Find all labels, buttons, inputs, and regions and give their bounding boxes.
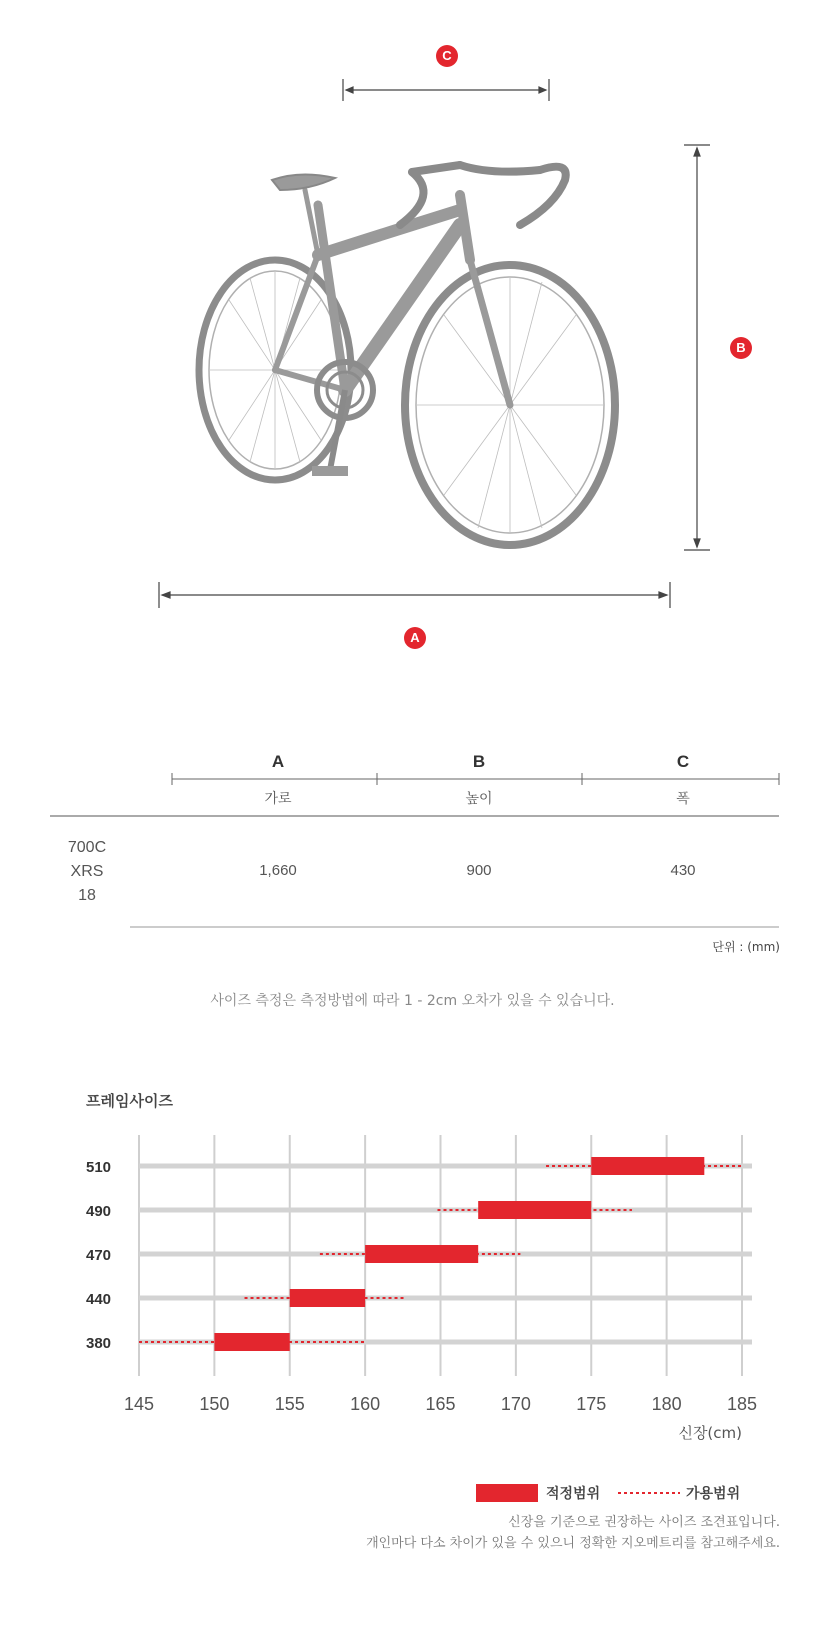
x-tick-label: 175: [576, 1394, 607, 1414]
x-tick-label: 150: [199, 1394, 230, 1414]
bicycle-illustration: [199, 165, 615, 545]
y-category-label: 380: [86, 1335, 112, 1352]
legend-optimal-label: 적정범위: [546, 1486, 601, 1502]
unit-note: 단위 : (mm): [712, 940, 780, 954]
x-tick-label: 160: [350, 1394, 381, 1414]
y-category-label: 510: [86, 1159, 112, 1176]
dimension-a-line: [159, 582, 670, 608]
y-category-label: 470: [86, 1247, 112, 1264]
optimal-range-bar: [365, 1245, 478, 1263]
col-header-c: C: [676, 752, 690, 771]
col-header-a: A: [271, 752, 285, 771]
x-tick-label: 180: [651, 1394, 682, 1414]
value-c: 430: [670, 862, 696, 879]
marker-b: B: [730, 337, 752, 359]
col-label-a: 가로: [264, 791, 292, 807]
x-tick-label: 155: [274, 1394, 305, 1414]
footnote-line: 개인마다 다소 차이가 있을 수 있으니 정확한 지오메트리를 참고해주세요.: [366, 1536, 780, 1551]
dimension-b-line: [684, 145, 710, 550]
value-a: 1,660: [259, 862, 297, 879]
optimal-range-bar: [214, 1333, 289, 1351]
x-tick-label: 185: [726, 1394, 758, 1414]
y-category-label: 440: [86, 1291, 112, 1308]
legend-optimal-swatch: [476, 1484, 538, 1502]
x-axis-label: 신장(cm): [678, 1424, 742, 1442]
marker-c: C: [436, 45, 458, 67]
x-tick-label: 170: [500, 1394, 531, 1414]
legend-usable-label: 가용범위: [686, 1486, 741, 1502]
col-label-c: 폭: [676, 791, 690, 807]
y-category-label: 490: [86, 1203, 112, 1220]
col-label-b: 높이: [465, 791, 493, 807]
optimal-range-bar: [478, 1201, 591, 1219]
model-line: 700C: [67, 839, 107, 856]
value-b: 900: [466, 862, 492, 879]
x-tick-label: 165: [425, 1394, 456, 1414]
optimal-range-bar: [290, 1289, 365, 1307]
footnote-line: 신장을 기준으로 권장하는 사이즈 조견표입니다.: [508, 1515, 780, 1530]
marker-a: A: [404, 627, 426, 649]
col-header-b: B: [472, 752, 486, 771]
x-tick-label: 145: [123, 1394, 155, 1414]
optimal-range-bar: [591, 1157, 704, 1175]
frame-size-chart: [0, 1080, 825, 1580]
bike-dimension-diagram: [0, 0, 825, 660]
model-line: XRS: [70, 863, 104, 880]
dimension-c-line: [343, 79, 549, 101]
tolerance-note: 사이즈 측정은 측정방법에 따라 1 - 2cm 오차가 있을 수 있습니다.: [210, 993, 615, 1009]
chart-title: 프레임사이즈: [86, 1092, 173, 1110]
model-line: 18: [78, 887, 96, 904]
